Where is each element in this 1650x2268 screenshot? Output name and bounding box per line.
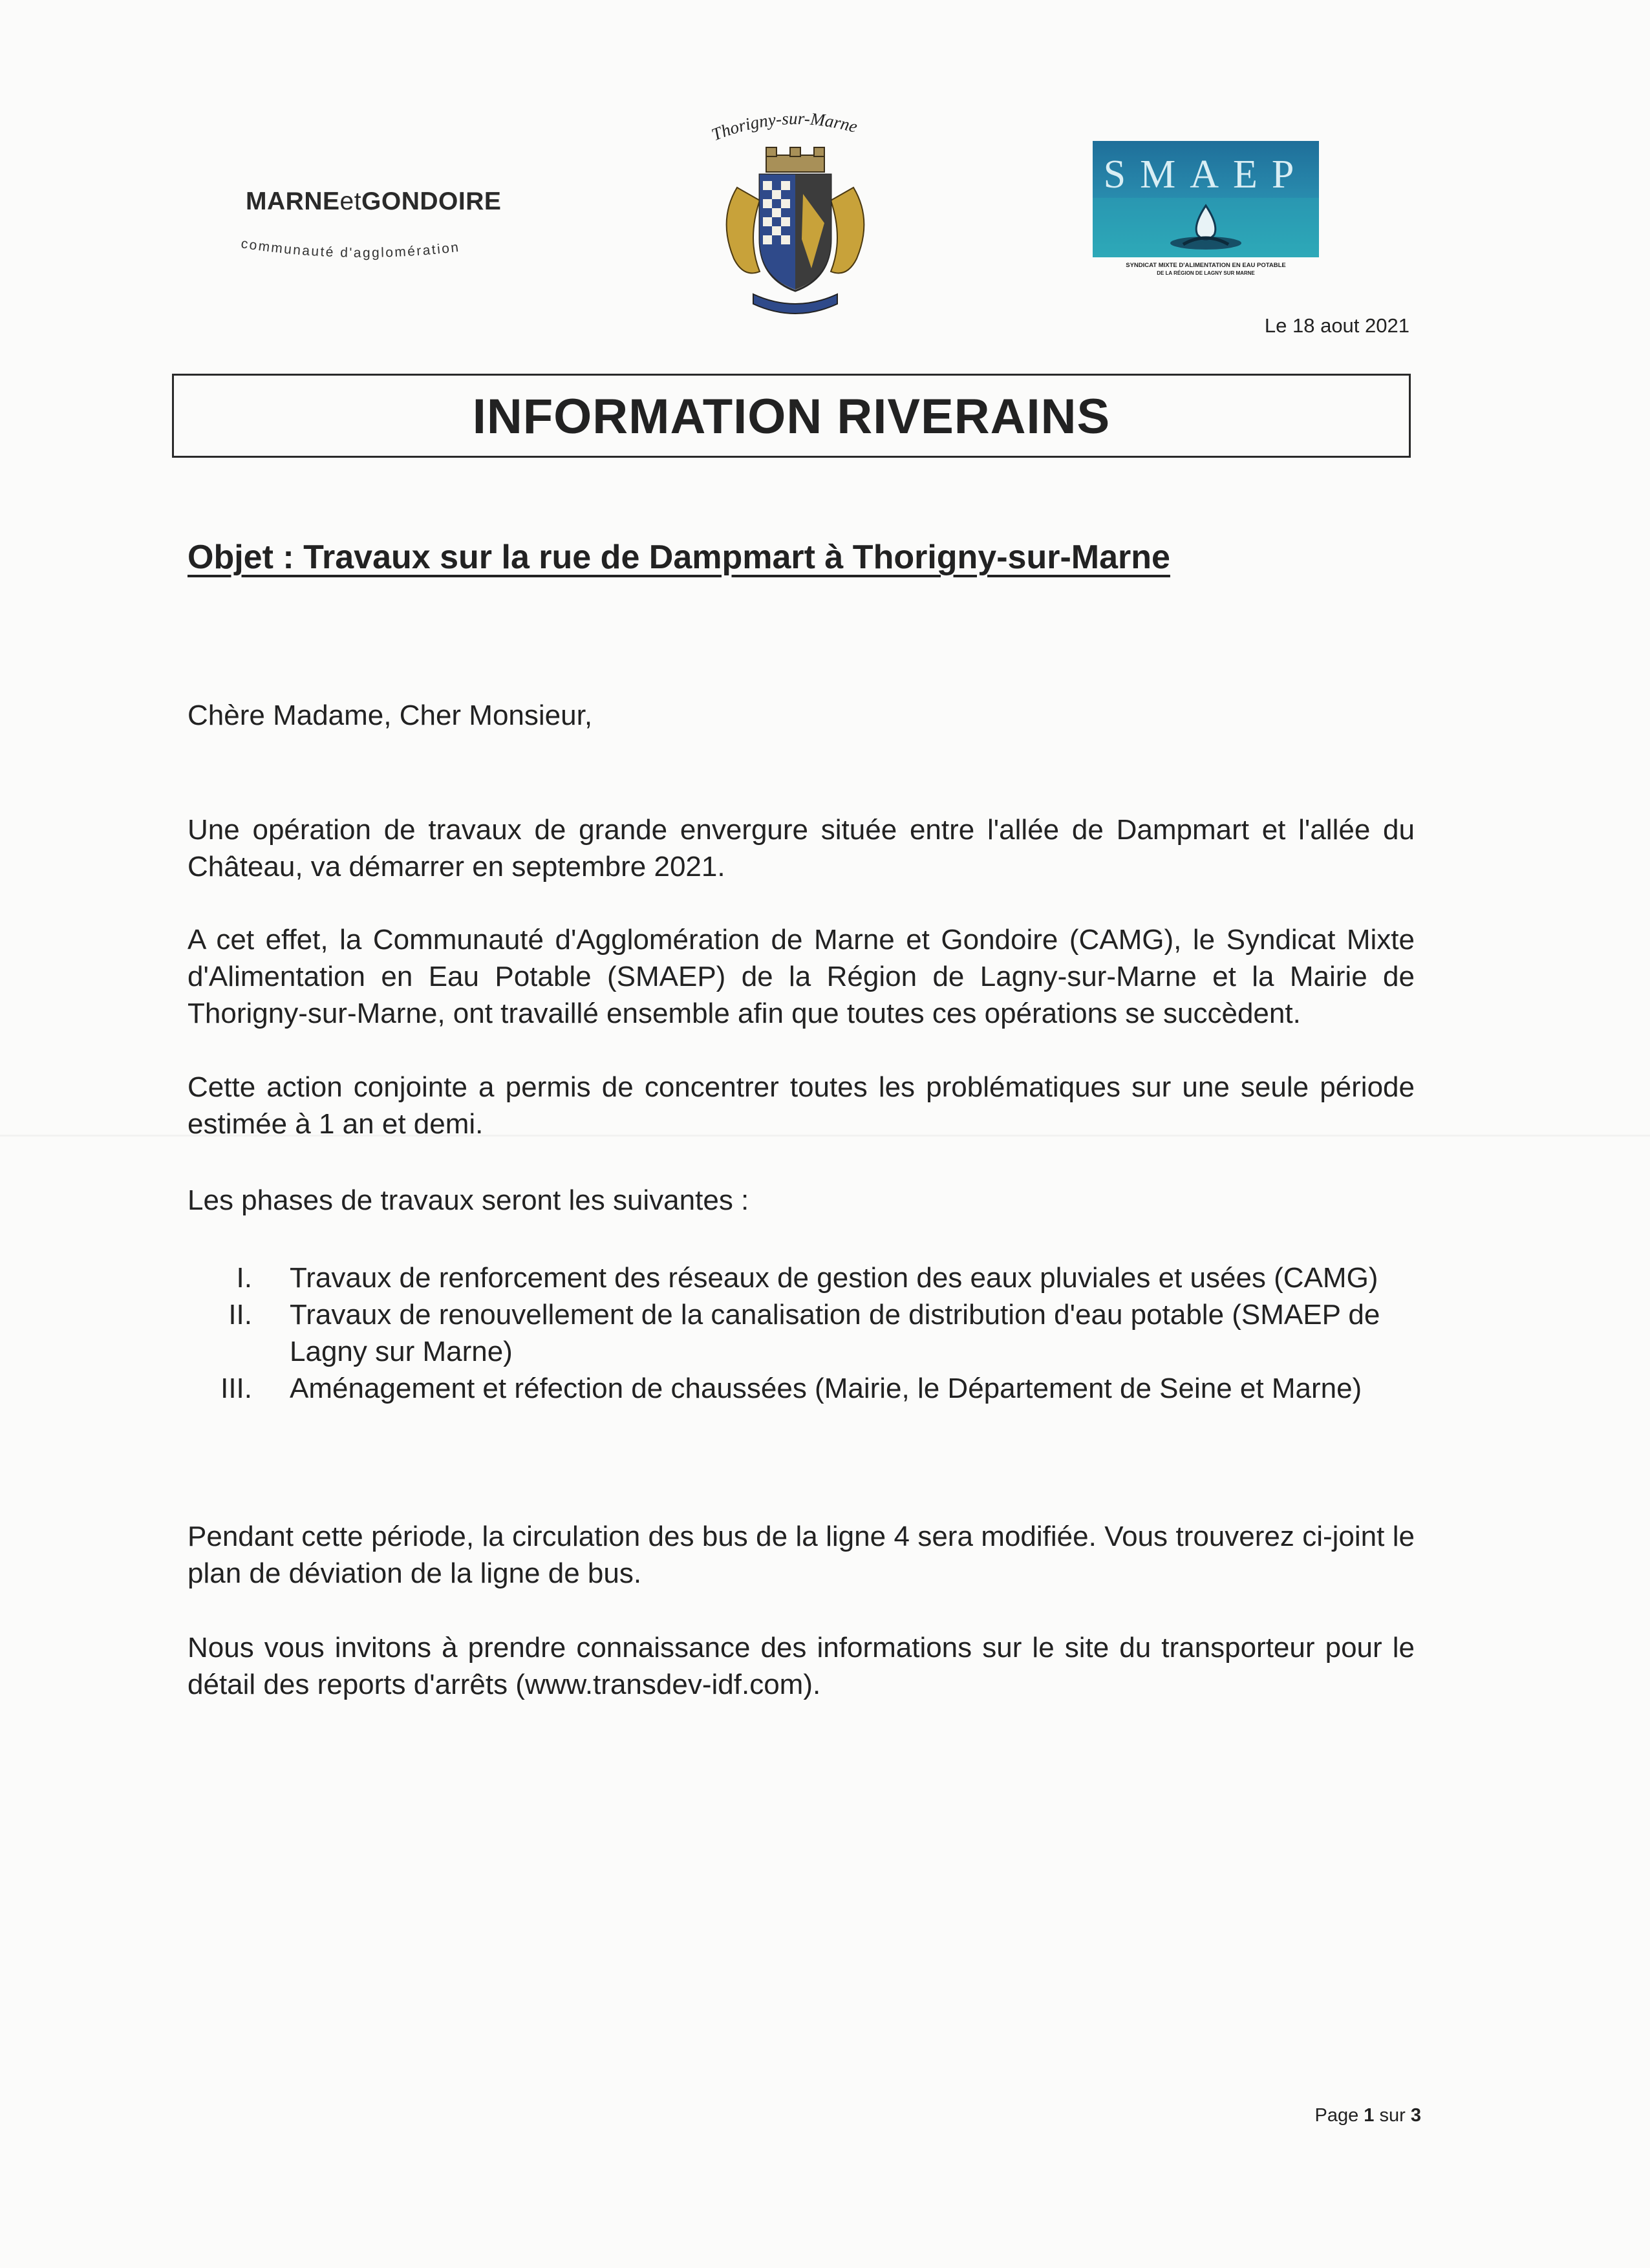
phases-list xyxy=(188,1259,1415,1407)
paragraph-invite: Nous vous invitons à prendre connaissance des informations sur le site du transporteur pour le détail des reports d'arrêts (www.transdev-idf.com). xyxy=(188,1632,1415,1700)
list-item-number: II. xyxy=(228,1299,252,1331)
list-item-number: I. xyxy=(236,1262,252,1294)
subject-line: Objet : Travaux sur la rue de Dampmart à Thorigny-sur-Marne xyxy=(188,539,1170,576)
smaep-wordmark: SMAEP xyxy=(1103,153,1309,197)
svg-text:communauté d'agglomération xyxy=(240,236,460,261)
svg-text:Thorigny-sur-Marne xyxy=(709,110,859,144)
page-number: Page 1 sur 3 xyxy=(1314,2105,1421,2126)
smaep-tagline-2: DE LA RÉGION DE LAGNY SUR MARNE xyxy=(1157,270,1255,276)
smaep-logo xyxy=(1093,141,1319,277)
paragraph-intro: Une opération de travaux de grande envergure située entre l'allée de Dampmart et l'allée du Château, va démarrer en septembre 2021. xyxy=(188,814,1415,883)
list-item-number: III. xyxy=(220,1373,252,1404)
marne-gondoire-subtitle: communauté d'agglomération xyxy=(240,236,461,261)
shield-icon xyxy=(760,175,831,291)
letter-date: Le 18 aout 2021 xyxy=(1264,314,1409,337)
paragraph-joint-action: Cette action conjointe a permis de concentrer toutes les problématiques sur une seule période estimée à 1 an et demi. xyxy=(188,1071,1415,1140)
smaep-tagline-1: SYNDICAT MIXTE D'ALIMENTATION EN EAU POTABLE xyxy=(1126,262,1286,269)
paragraph-bus: Pendant cette période, la circulation des bus de la ligne 4 sera modifiée. Vous trouverez ci-joint le plan de déviation de la ligne de bus. xyxy=(188,1521,1415,1589)
title-box xyxy=(172,374,1411,458)
list-item-text: Aménagement et réfection de chaussées (Mairie, le Département de Seine et Marne) xyxy=(290,1373,1362,1404)
list-item xyxy=(188,1259,1415,1296)
paragraph-phases-intro: Les phases de travaux seront les suivantes : xyxy=(188,1184,749,1216)
list-item-text: Travaux de renouvellement de la canalisation de distribution d'eau potable (SMAEP de Lagny sur Marne) xyxy=(290,1299,1380,1367)
thorigny-crest-logo xyxy=(698,110,892,323)
banner-icon xyxy=(753,294,837,314)
list-item xyxy=(188,1296,1415,1370)
right-supporter-icon xyxy=(831,187,864,273)
list-item xyxy=(188,1370,1415,1407)
marne-gondoire-wordmark: MARNEetGONDOIRE xyxy=(246,187,502,215)
thorigny-logo-text: Thorigny-sur-Marne xyxy=(709,110,860,145)
left-supporter-icon xyxy=(727,187,760,273)
marne-gondoire-logo xyxy=(233,175,530,272)
greeting: Chère Madame, Cher Monsieur, xyxy=(188,700,593,731)
document-title: INFORMATION RIVERAINS xyxy=(472,389,1111,444)
crown-icon xyxy=(766,147,824,172)
marne-gondoire-subtitle-arc xyxy=(233,230,530,275)
list-item-text: Travaux de renforcement des réseaux de gestion des eaux pluviales et usées (CAMG) xyxy=(290,1262,1378,1294)
paragraph-partners: A cet effet, la Communauté d'Agglomération de Marne et Gondoire (CAMG), le Syndicat Mixte d'Alimentation en Eau Potable (SMAEP) de la Région de Lagny-sur-Marne et la Mairie de Thorigny-sur-Marne, ont travaillé ensemble afin que toutes ces opérations se succèdent. xyxy=(188,924,1415,1029)
